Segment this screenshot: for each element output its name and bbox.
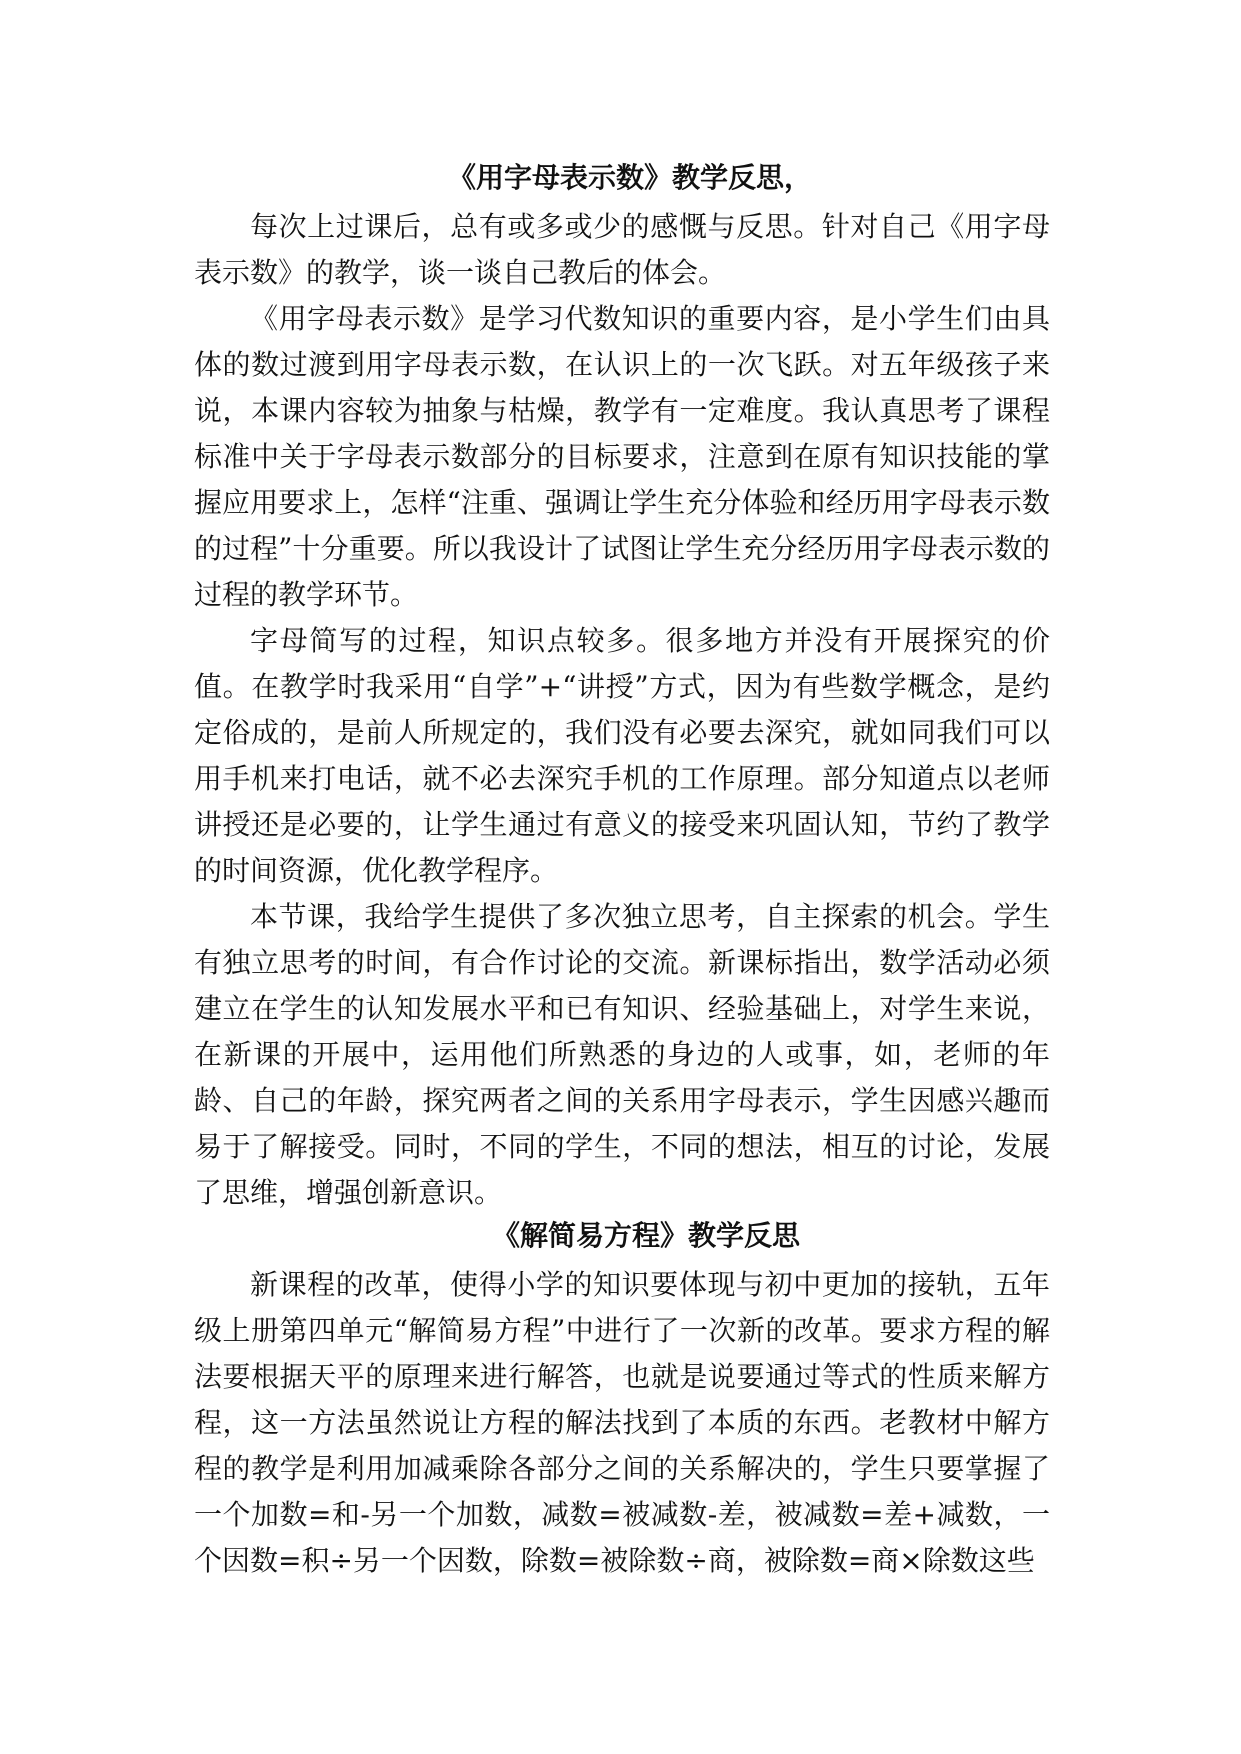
paragraph-equation-reform: 新课程的改革，使得小学的知识要体现与初中更加的接轨，五年级上册第四单元“解简易方程”中进行了一次新的改革。要求方程的解法要根据天平的原理来进行解答，也就是说要通过等式的性质来解方程，这一方法虽然说让方程的解法找到了本质的东西。老教材中解方程的教学是利用加减乘除各部分之间的关系解决的，学生只要掌握了一个加数=和-另一个加数，减数=被减数-差，被减数=差+减数，一个因数=积÷另一个因数，除数=被除数÷商，被除数=商×除数这些 xyxy=(194,1268,1050,1577)
paragraph-abbreviation: 字母简写的过程，知识点较多。很多地方并没有开展探究的价值。在教学时我采用“自学”+“讲授”方式，因为有些数学概念，是约定俗成的，是前人所规定的，我们没有必要去深究，就如同我们可以用手机来打电话，就不必去深究手机的工作原理。部分知道点以老师讲授还是必要的，让学生通过有意义的接受来巩固认知，节约了教学的时间资源，优化教学程序。 xyxy=(194,624,1050,887)
document-page xyxy=(194,160,1050,1584)
section-title-equations: 《解简易方程》教学反思 xyxy=(492,1219,801,1252)
paragraph-independent-thinking: 本节课，我给学生提供了多次独立思考，自主探索的机会。学生有独立思考的时间，有合作讨论的交流。新课标指出，数学活动必须建立在学生的认知发展水平和已有知识、经验基础上，对学生来说，在新课的开展中，运用他们所熟悉的身边的人或事，如，老师的年龄、自己的年龄，探究两者之间的关系用字母表示，学生因感兴趣而易于了解接受。同时，不同的学生，不同的想法，相互的讨论，发展了思维，增强创新意识。 xyxy=(194,900,1050,1209)
section-title-letters: 《用字母表示数》教学反思， xyxy=(448,161,813,194)
paragraph-intro: 每次上过课后，总有或多或少的感慨与反思。针对自己《用字母表示数》的教学，谈一谈自己教后的体会。 xyxy=(194,210,1050,289)
paragraph-importance: 《用字母表示数》是学习代数知识的重要内容，是小学生们由具体的数过渡到用字母表示数，在认识上的一次飞跃。对五年级孩子来说，本课内容较为抽象与枯燥，教学有一定难度。我认真思考了课程标准中关于字母表示数部分的目标要求，注意到在原有知识技能的掌握应用要求上，怎样“注重、强调让学生充分体验和经历用字母表示数的过程”十分重要。所以我设计了试图让学生充分经历用字母表示数的过程的教学环节。 xyxy=(194,302,1050,611)
